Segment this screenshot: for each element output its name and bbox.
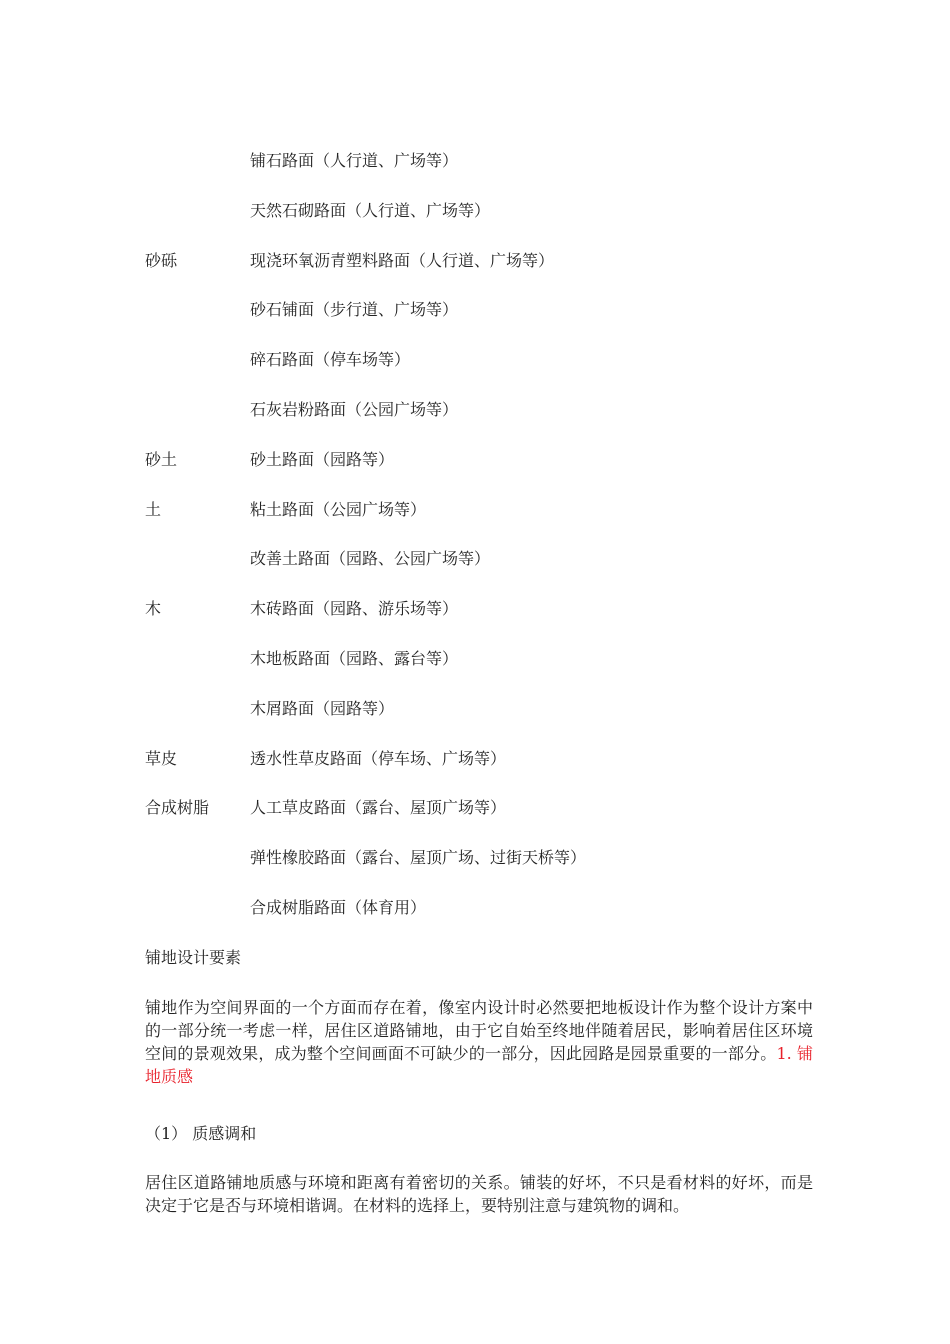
- material-category: 土: [145, 500, 162, 519]
- paragraph-text: 铺地作为空间界面的一个方面而存在着，像室内设计时必然要把地板设计作为整个设计方案中的一部分统一考虑一样，居住区道路铺地，由于它自始至终地伴随着居民，影响着居住区环境空间的景观效果，成为整个空间画面不可缺少的一部分，因此园路是园景重要的一部分。: [145, 998, 813, 1063]
- paving-type: 改善土路面（园路、公园广场等）: [250, 549, 491, 568]
- paving-type: 天然石砌路面（人行道、广场等）: [250, 201, 491, 220]
- material-row: [0, 398, 950, 422]
- material-row: [0, 249, 950, 273]
- paving-type: 木砖路面（园路、游乐场等）: [250, 599, 459, 618]
- material-category: 木: [145, 599, 162, 618]
- material-row: [0, 597, 950, 621]
- paragraph-texture: 居住区道路铺地质感与环境和距离有着密切的关系。铺装的好坏，不只是看材料的好坏，而是决定于它是否与环境相谐调。在材料的选择上，要特别注意与建筑物的调和。: [145, 1173, 813, 1215]
- paving-type: 木地板路面（园路、露台等）: [250, 649, 459, 668]
- material-row: [0, 697, 950, 721]
- material-row: [0, 796, 950, 820]
- material-row: [0, 149, 950, 173]
- material-row: [0, 547, 950, 571]
- material-category: 合成树脂: [145, 798, 210, 817]
- paving-type: 铺石路面（人行道、广场等）: [250, 151, 459, 170]
- section-heading: 铺地设计要素: [145, 948, 242, 967]
- material-row: [0, 846, 950, 870]
- paving-type: 现浇环氧沥青塑料路面（人行道、广场等）: [250, 251, 555, 270]
- paving-type: 粘土路面（公园广场等）: [250, 500, 427, 519]
- subheading-texture-harmony: （1） 质感调和: [145, 1124, 257, 1143]
- paragraph-paving-design: [145, 996, 813, 1088]
- material-category: 砂土: [145, 450, 178, 469]
- paving-type: 砂石铺面（步行道、广场等）: [250, 300, 459, 319]
- material-row: [0, 448, 950, 472]
- material-category: 草皮: [145, 749, 178, 768]
- material-row: [0, 747, 950, 771]
- material-row: [0, 498, 950, 522]
- paving-type: 砂土路面（园路等）: [250, 450, 395, 469]
- paving-type: 弹性橡胶路面（露台、屋顶广场、过街天桥等）: [250, 848, 587, 867]
- paving-type: 人工草皮路面（露台、屋顶广场等）: [250, 798, 507, 817]
- material-row: [0, 199, 950, 223]
- paving-type: 碎石路面（停车场等）: [250, 350, 411, 369]
- material-row: [0, 348, 950, 372]
- paving-type: 透水性草皮路面（停车场、广场等）: [250, 749, 507, 768]
- material-row: [0, 896, 950, 920]
- paving-type: 合成树脂路面（体育用）: [250, 898, 427, 917]
- material-row: [0, 647, 950, 671]
- material-row: [0, 298, 950, 322]
- paving-type: 木屑路面（园路等）: [250, 699, 395, 718]
- material-category: 砂砾: [145, 251, 178, 270]
- paving-type: 石灰岩粉路面（公园广场等）: [250, 400, 459, 419]
- highlighted-heading: 1. 铺地质感: [145, 1044, 813, 1086]
